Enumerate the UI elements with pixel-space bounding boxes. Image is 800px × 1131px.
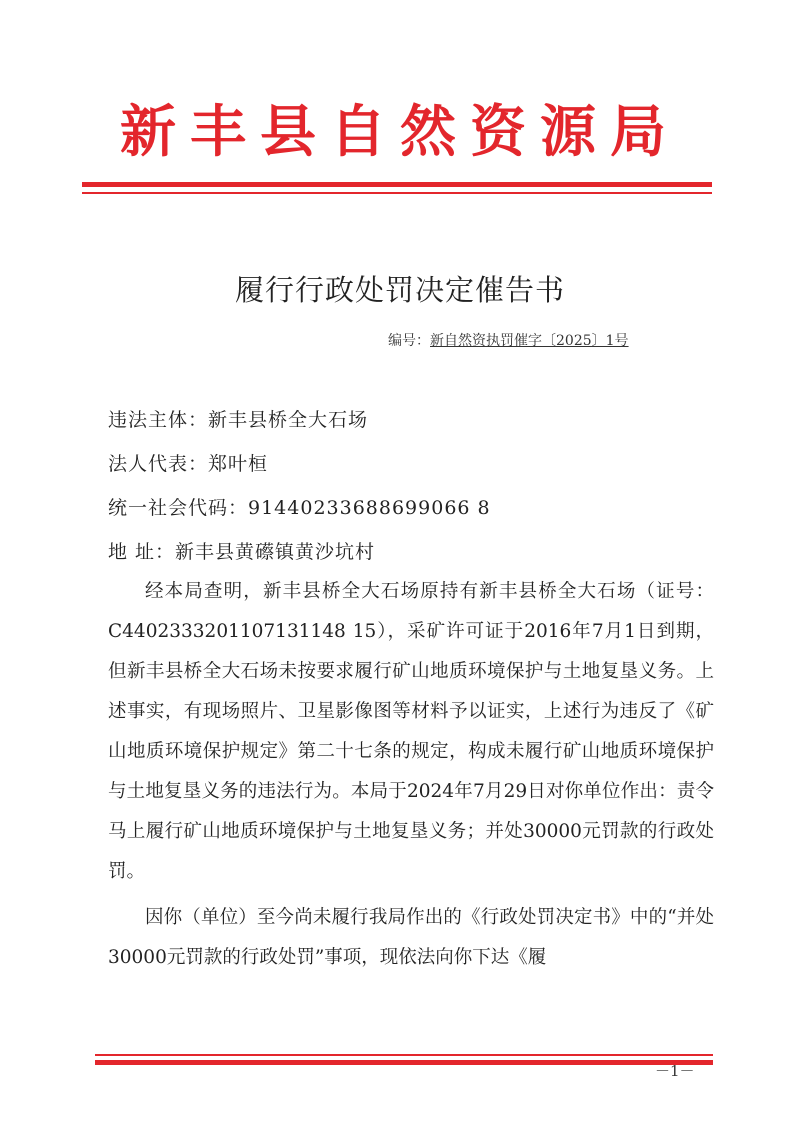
agency-name: 新丰县自然资源局 bbox=[120, 99, 680, 165]
header-rule-thick bbox=[82, 182, 712, 187]
address: 地 址：新丰县黄礤镇黄沙坑村 bbox=[108, 541, 376, 563]
document-number-value: 新自然资执罚催字〔2025〕1号 bbox=[430, 333, 629, 349]
legal-representative: 法人代表：郑叶桓 bbox=[108, 453, 269, 475]
page-number: －1－ bbox=[655, 1062, 695, 1080]
document-number-label: 编号： bbox=[388, 333, 430, 349]
header-rule-thin bbox=[82, 192, 712, 194]
unified-credit-code: 统一社会代码：91440233688699066 8 bbox=[108, 497, 491, 519]
footer-rule-thin bbox=[95, 1054, 713, 1056]
footer-rule-thick bbox=[95, 1060, 713, 1065]
body-paragraph-2: 因你（单位）至今尚未履行我局作出的《行政处罚决定书》中的“并处30000元罚款的行政处罚”事项，现依法向你下达《履 bbox=[108, 907, 714, 968]
document-title: 履行行政处罚决定催告书 bbox=[234, 273, 565, 307]
document-number bbox=[388, 330, 629, 350]
body-paragraph-1: 经本局查明，新丰县桥全大石场原持有新丰县桥全大石场（证号：C4402333201107131148 15），采矿许可证于2016年7月1日到期，但新丰县桥全大石场未按要求履行矿山地质环境保护与土地复垦义务。上述事实，有现场照片、卫星影像图等材料予以证实，上述行为违反了《矿山地质环境保护规定》第二十七条的规定，构成未履行矿山地质环境保护与土地复垦义务的违法行为。本局于2024年7月29日对你单位作出：责令马上履行矿山地质环境保护与土地复垦义务；并处30000元罚款的行政处罚。 bbox=[108, 581, 714, 882]
violator-subject: 违法主体：新丰县桥全大石场 bbox=[108, 409, 369, 431]
